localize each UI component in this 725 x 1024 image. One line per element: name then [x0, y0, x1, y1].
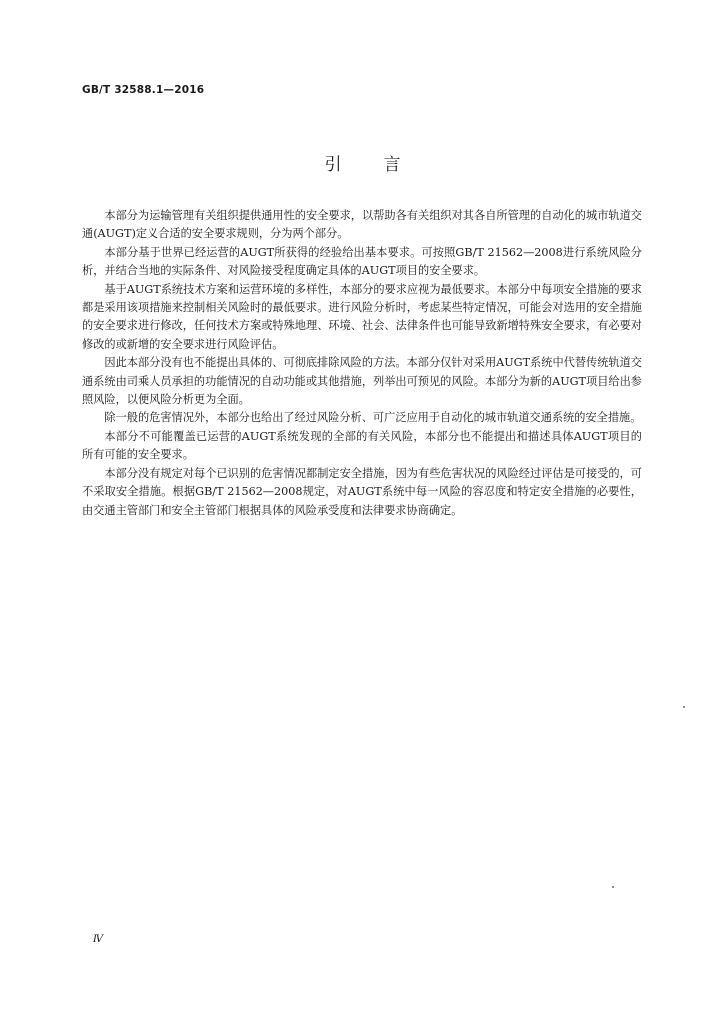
standard-code: GB/T 32588.1—2016 — [82, 84, 205, 96]
paragraph: 除一般的危害情况外，本部分也给出了经过风险分析、可广泛应用于自动化的城市轨道交通系统的安全措施。 — [104, 411, 642, 425]
page-number: Ⅳ — [93, 934, 103, 945]
paragraph: 本部分没有规定对每个已识别的危害情况都制定安全措施，因为有些危害状况的风险经过评估是可接受的，可不采取安全措施。根据GB/T 21562—2008规定，对AUGT系统中每一风险的容忍度和特定安全措施的必要性，由交通主管部门和安全主管部门根据具体的风险承受度和法律要求协商确定。 — [82, 466, 642, 517]
page-title: 引言 — [324, 155, 443, 175]
scan-speck — [683, 706, 685, 708]
paragraph: 本部分为运输管理有关组织提供通用性的安全要求，以帮助各有关组织对其各自所管理的自动化的城市轨道交通(AUGT)定义合适的安全要求规则，分为两个部分。 — [82, 209, 642, 241]
paragraph: 本部分不可能覆盖已运营的AUGT系统发现的全部的有关风险，本部分也不能提出和描述具体AUGT项目的所有可能的安全要求。 — [82, 429, 642, 462]
paragraph: 因此本部分没有也不能提出具体的、可彻底排除风险的方法。本部分仅针对采用AUGT系统中代替传统轨道交通系统由司乘人员承担的功能情况的自动功能或其他措施，列举出可预见的风险。本部分为新的AUGT项目给出参照风险，以便风险分析更为全面。 — [82, 356, 642, 407]
scan-speck — [612, 886, 614, 888]
paragraph: 本部分基于世界已经运营的AUGT所获得的经验给出基本要求。可按照GB/T 21562—2008进行系统风险分析，并结合当地的实际条件、对风险接受程度确定具体的AUGT项目的安全要求。 — [82, 245, 642, 278]
body-text — [82, 207, 642, 520]
paragraph: 基于AUGT系统技术方案和运营环境的多样性，本部分的要求应视为最低要求。本部分中每项安全措施的要求都是采用该项措施来控制相关风险时的最低要求。进行风险分析时，考虑某些特定情况，可能会对选用的安全措施的安全要求进行修改，任何技术方案或特殊地理、环境、社会、法律条件也可能导致新增特殊安全要求，有必要对修改的或新增的安全要求进行风险评估。 — [82, 282, 642, 351]
